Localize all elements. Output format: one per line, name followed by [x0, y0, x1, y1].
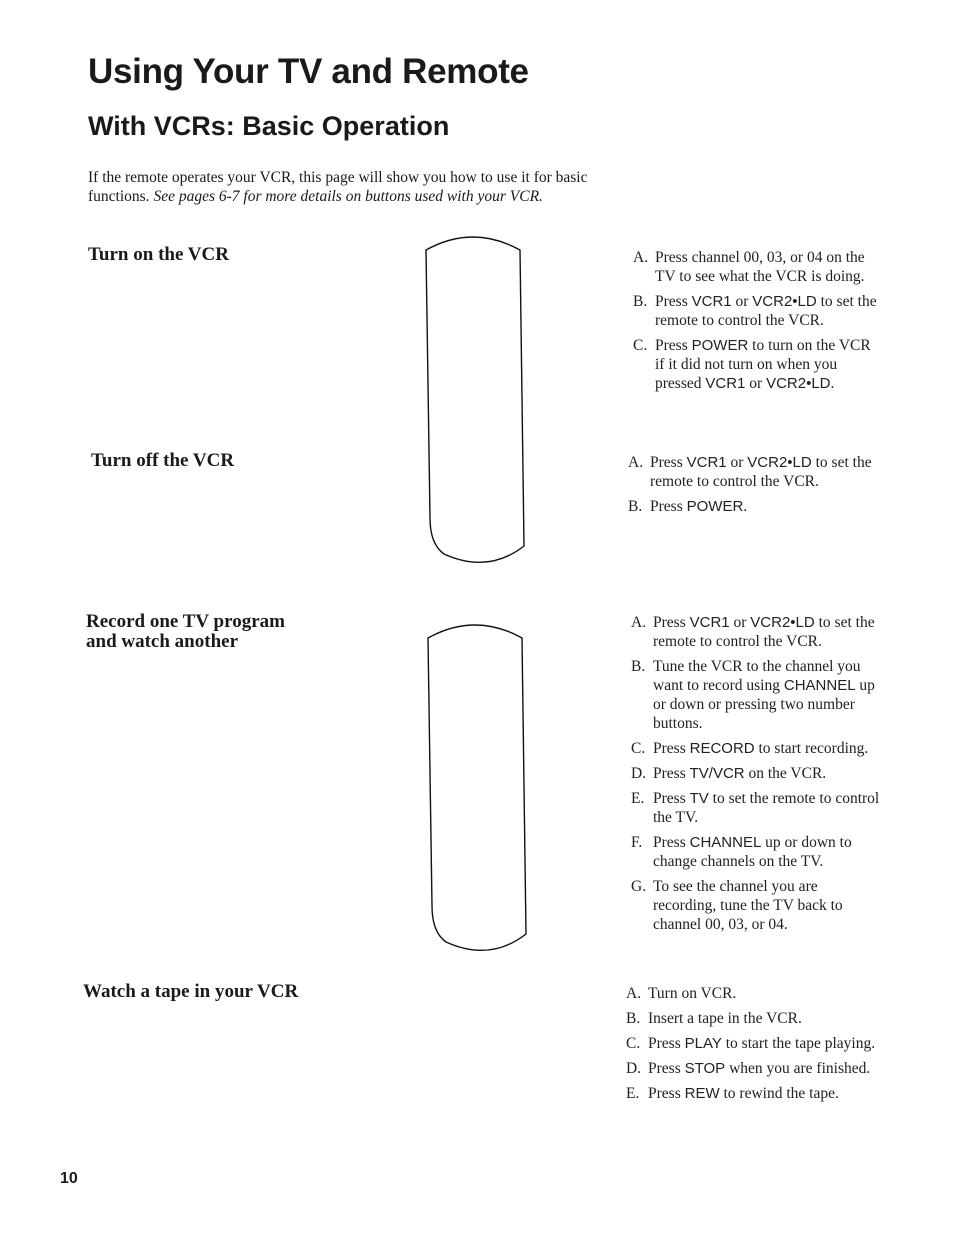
step-text: Press — [653, 740, 690, 757]
button-name: REW — [684, 1085, 720, 1102]
step-text: to rewind the tape. — [719, 1085, 839, 1102]
step-item — [631, 657, 881, 733]
steps-record-program — [631, 613, 881, 940]
remote-control-illustration-2 — [422, 616, 534, 966]
step-text: Press — [653, 790, 690, 807]
step-item — [631, 833, 881, 871]
step-text: to set the remote to control the VCR. — [653, 614, 875, 650]
button-name: VCR1 — [686, 454, 727, 471]
step-text: To see the channel you are recording, tune the TV back to channel 00, 03, or 04. — [653, 878, 843, 933]
step-text: Press — [655, 293, 692, 310]
step-text: to set the remote to control the TV. — [653, 790, 880, 826]
step-letter: D. — [626, 1060, 642, 1077]
page-subtitle: With VCRs: Basic Operation — [88, 111, 450, 141]
step-item — [628, 497, 876, 516]
step-text: Press — [653, 765, 690, 782]
page-title: Using Your TV and Remote — [88, 52, 529, 91]
step-item — [633, 248, 881, 286]
step-letter: B. — [628, 498, 643, 515]
step-letter: E. — [631, 790, 645, 807]
steps-turn-off-vcr — [628, 453, 876, 522]
step-item — [626, 1059, 876, 1078]
heading-turn-off-vcr: Turn off the VCR — [91, 450, 235, 471]
step-item — [631, 613, 881, 651]
button-name: RECORD — [689, 740, 755, 757]
button-name: TV/VCR — [689, 765, 745, 782]
step-item — [633, 336, 881, 393]
intro-paragraph — [88, 168, 648, 206]
step-text: up or down to change channels on the TV. — [653, 834, 852, 870]
button-name: POWER — [691, 337, 749, 354]
button-name: VCR2•LD — [750, 614, 815, 631]
step-text: Press — [648, 1060, 685, 1077]
step-letter: A. — [626, 985, 642, 1002]
button-name: STOP — [684, 1060, 726, 1077]
intro-text: If the remote operates your VCR, this page will show you how to use it for basic functions. — [88, 169, 588, 205]
button-name: VCR2•LD — [752, 293, 817, 310]
step-text: on the VCR. — [744, 765, 827, 782]
step-item — [633, 292, 881, 330]
step-letter: A. — [631, 614, 647, 631]
step-text: or — [731, 293, 753, 310]
step-item — [631, 877, 881, 934]
step-text: or — [729, 614, 751, 631]
button-name: POWER — [686, 498, 744, 515]
step-item — [631, 739, 881, 758]
step-letter: B. — [633, 293, 648, 310]
step-letter: B. — [626, 1010, 641, 1027]
heading-record-program: Record one TV program and watch another — [86, 611, 285, 652]
step-text: Press — [648, 1035, 685, 1052]
button-name: VCR2•LD — [747, 454, 812, 471]
step-text: or — [745, 375, 767, 392]
steps-watch-tape — [626, 984, 876, 1109]
step-item — [626, 1034, 876, 1053]
page-number: 10 — [60, 1170, 78, 1187]
step-text: to start the tape playing. — [721, 1035, 876, 1052]
step-text: Press — [653, 614, 690, 631]
button-name: PLAY — [684, 1035, 722, 1052]
intro-reference: See pages 6-7 for more details on buttons used with your VCR. — [153, 188, 543, 205]
step-text: Press channel 00, 03, or 04 on the TV to see what the VCR is doing. — [655, 249, 865, 285]
step-text: up or down or pressing two number buttons. — [653, 677, 875, 732]
step-text: Press — [653, 834, 690, 851]
steps-turn-on-vcr — [633, 248, 881, 399]
button-name: VCR2•LD — [766, 375, 831, 392]
heading-watch-tape: Watch a tape in your VCR — [83, 981, 299, 1002]
step-text: Press — [655, 337, 692, 354]
step-letter: B. — [631, 658, 646, 675]
step-text: to set the remote to control the VCR. — [650, 454, 872, 490]
button-name: TV — [689, 790, 709, 807]
button-name: VCR1 — [689, 614, 730, 631]
step-text: Insert a tape in the VCR. — [648, 1010, 802, 1027]
button-name: CHANNEL — [689, 834, 762, 851]
heading-turn-on-vcr: Turn on the VCR — [88, 244, 229, 265]
remote-control-illustration-1 — [420, 228, 532, 578]
step-text: Tune the VCR to the channel you want to record using — [653, 658, 861, 694]
button-name: VCR1 — [705, 375, 746, 392]
button-name: VCR1 — [691, 293, 732, 310]
step-text: . — [830, 375, 835, 392]
step-item — [628, 453, 876, 491]
step-letter: C. — [626, 1035, 641, 1052]
step-text: Press — [648, 1085, 685, 1102]
step-letter: G. — [631, 878, 647, 895]
step-item — [631, 789, 881, 827]
step-text: Press — [650, 498, 687, 515]
step-text: to start recording. — [754, 740, 869, 757]
step-item — [631, 764, 881, 783]
step-item — [626, 984, 876, 1003]
step-letter: A. — [633, 249, 649, 266]
step-item — [626, 1084, 876, 1103]
step-text: when you are finished. — [725, 1060, 871, 1077]
step-text: to turn on the VCR if it did not turn on when you pressed — [655, 337, 871, 392]
step-letter: C. — [631, 740, 646, 757]
step-text: Turn on VCR. — [648, 985, 737, 1002]
step-letter: D. — [631, 765, 647, 782]
step-text: to set the remote to control the VCR. — [655, 293, 877, 329]
step-text: or — [726, 454, 748, 471]
button-name: CHANNEL — [783, 677, 856, 694]
step-letter: A. — [628, 454, 644, 471]
step-text: Press — [650, 454, 687, 471]
step-letter: F. — [631, 834, 643, 851]
step-item — [626, 1009, 876, 1028]
step-text: . — [743, 498, 748, 515]
step-letter: C. — [633, 337, 648, 354]
step-letter: E. — [626, 1085, 640, 1102]
